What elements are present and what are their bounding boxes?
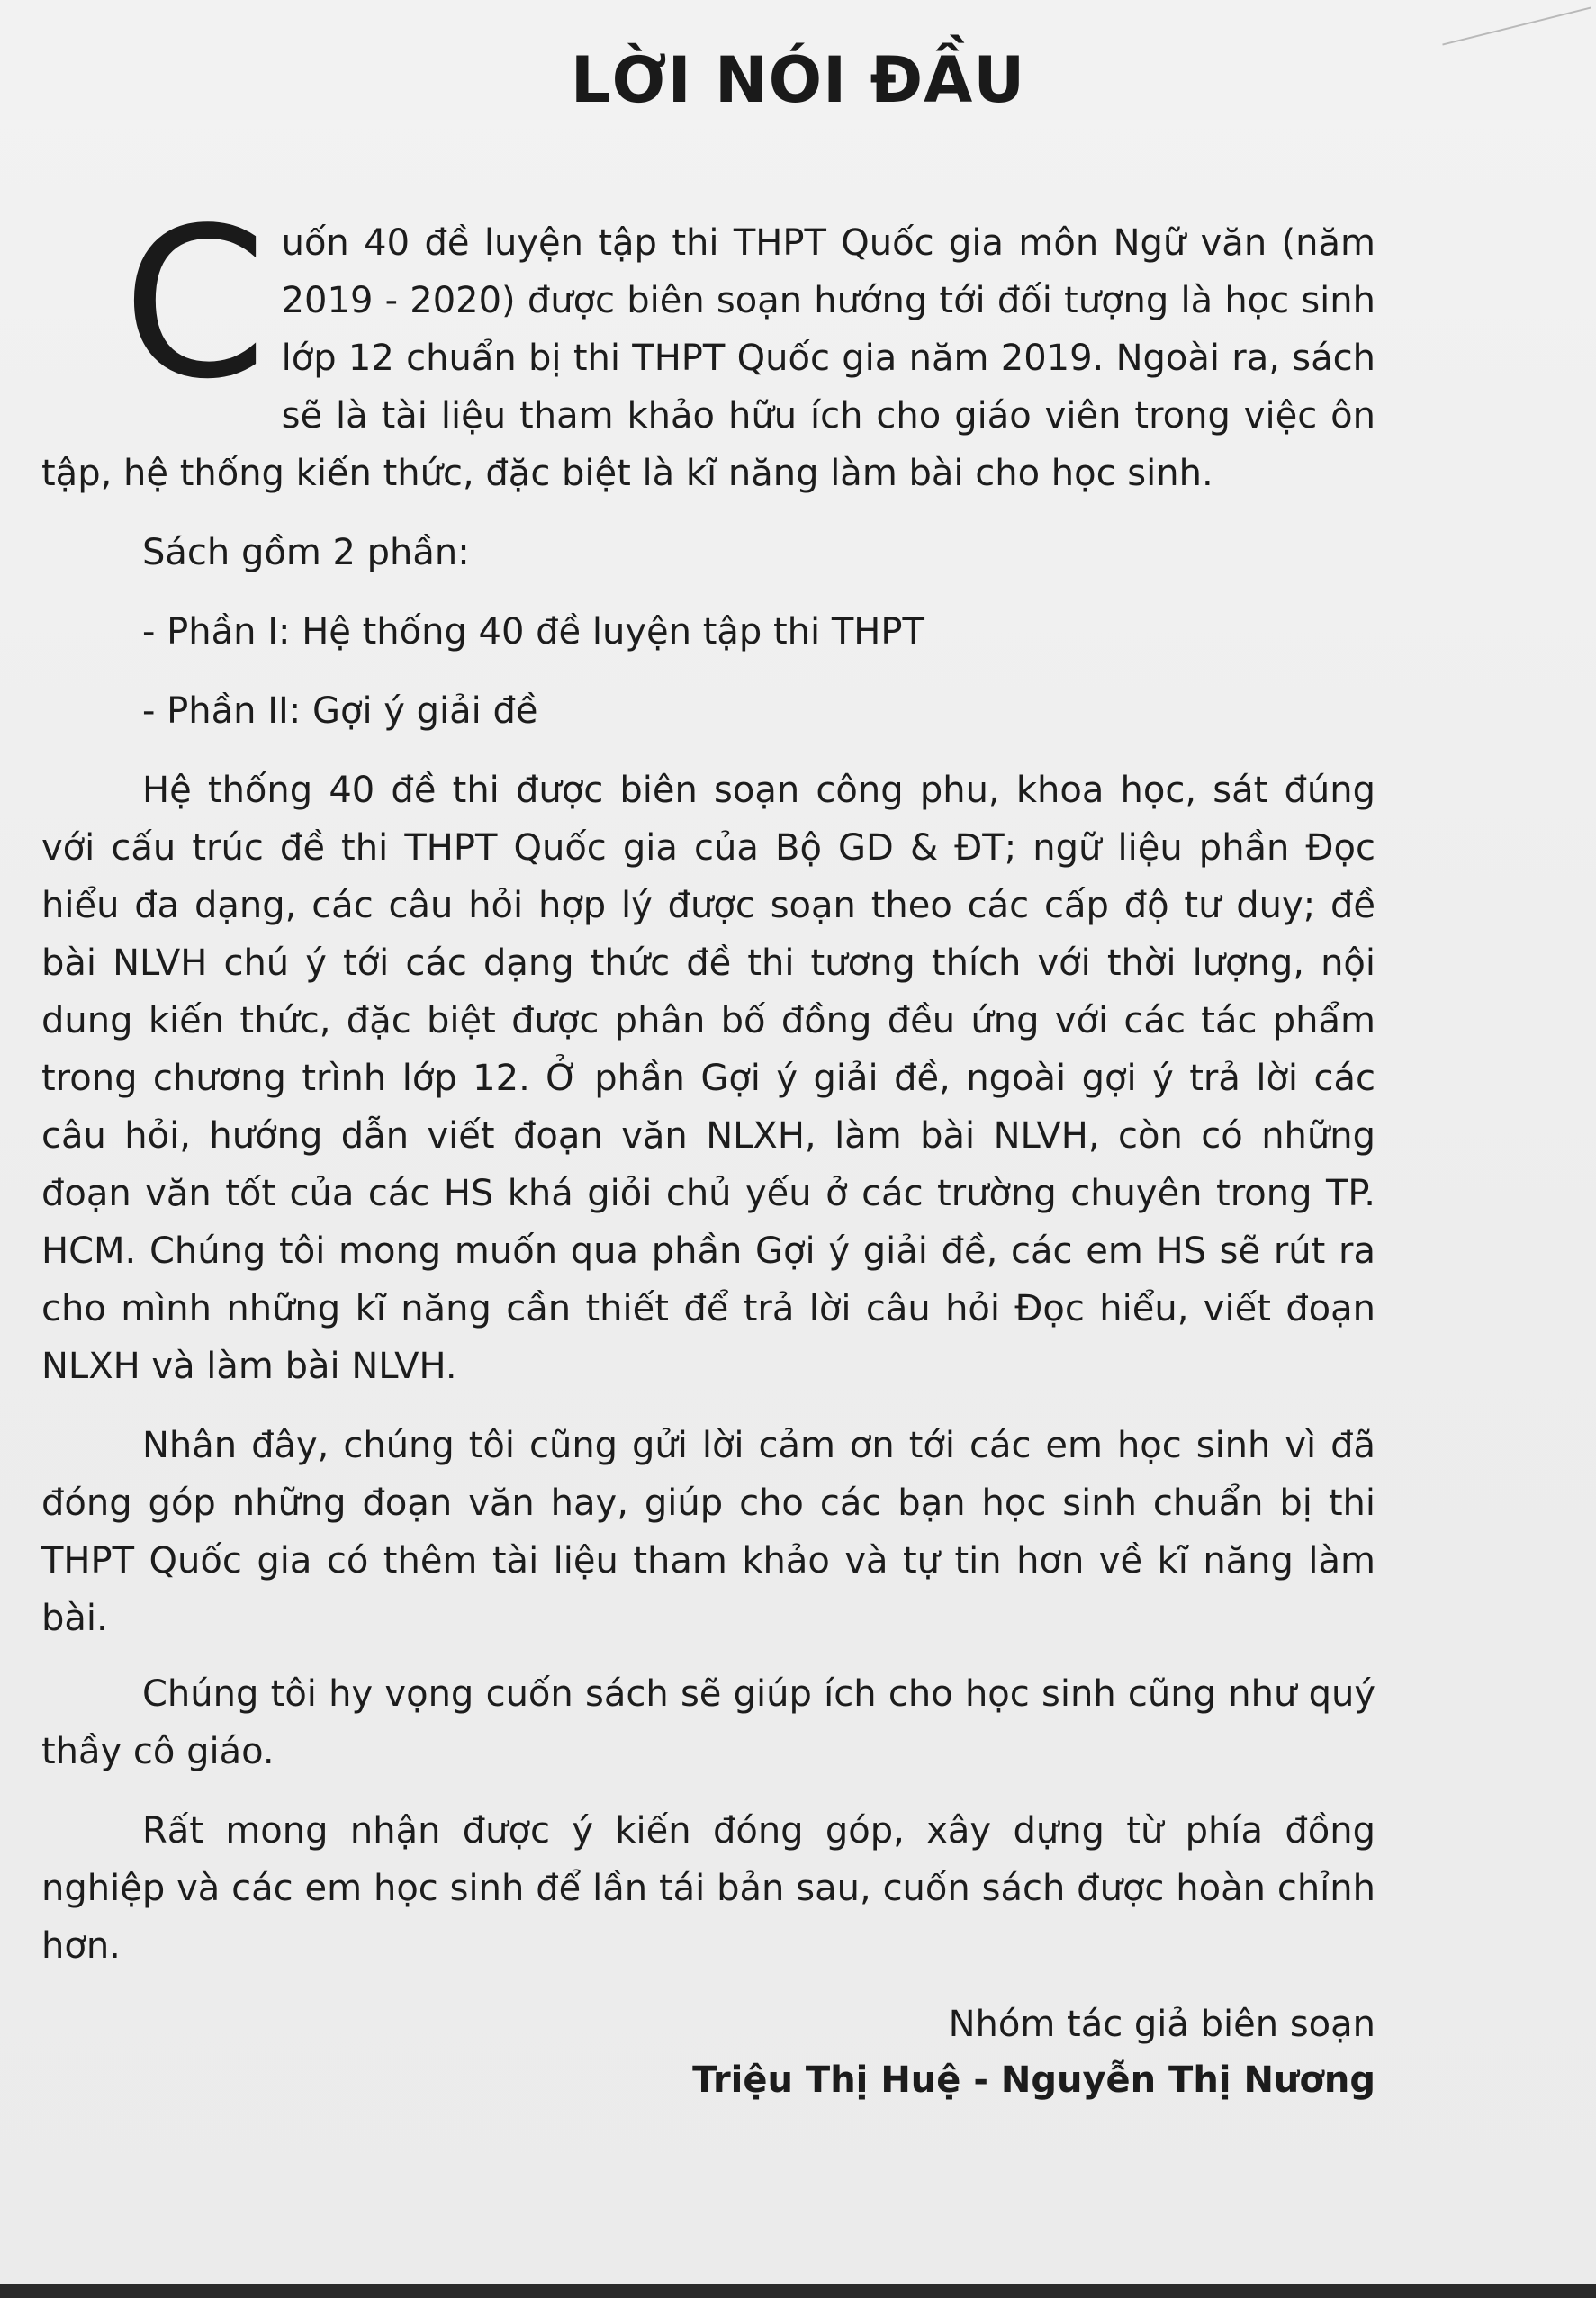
intro-text: uốn 40 đề luyện tập thi THPT Quốc gia môn Ngữ văn (năm 2019 - 2020) được biên soạn hướng tới đối tượng là học sinh lớp 12 chuẩn bị thi THPT Quốc gia năm 2019. Ngoài ra, sách sẽ là tài liệu tham khảo hữu ích cho giáo viên trong việc ôn tập, hệ thống kiến thức, đặc biệt là kĩ năng làm bài cho học sinh. xyxy=(41,222,1375,494)
body-paragraph: Nhân đây, chúng tôi cũng gửi lời cảm ơn tới các em học sinh vì đã đóng góp những đoạn văn hay, giúp cho các bạn học sinh chuẩn bị thi THPT Quốc gia có thêm tài liệu tham khảo và tự tin hơn về kĩ năng làm bài. xyxy=(41,1425,1375,1639)
book-parts-heading: Sách gồm 2 phần: xyxy=(142,532,470,573)
body-paragraph: Rất mong nhận được ý kiến đóng góp, xây dựng từ phía đồng nghiệp và các em học sinh để lần tái bản sau, cuốn sách được hoàn chỉnh hơn. xyxy=(41,1810,1375,1967)
intro-paragraph xyxy=(41,185,1375,502)
signature-block xyxy=(41,1996,1375,2108)
body-paragraph: Chúng tôi hy vọng cuốn sách sẽ giúp ích cho học sinh cũng như quý thầy cô giáo. xyxy=(41,1673,1375,1772)
body-paragraph: Hệ thống 40 đề thi được biên soạn công phu, khoa học, sát đúng với cấu trúc đề thi THPT Quốc gia của Bộ GD & ĐT; ngữ liệu phần Đọc hiểu đa dạng, các câu hỏi hợp lý được soạn theo các cấp độ tư duy; đề bài NLVH chú ý tới các dạng thức đề thi tương thích với thời lượng, nội dung kiến thức, đặc biệt được phân bố đồng đều ứng với các tác phẩm trong chương trình lớp 12. Ở phần Gợi ý giải đề, ngoài gợi ý trả lời các câu hỏi, hướng dẫn viết đoạn văn NLXH, làm bài NLVH, còn có những đoạn văn tốt của các HS khá giỏi chủ yếu ở các trường chuyên trong TP. HCM. Chúng tôi mong muốn qua phần Gợi ý giải đề, các em HS sẽ rút ra cho mình những kĩ năng cần thiết để trả lời câu hỏi Đọc hiểu, viết đoạn NLXH và làm bài NLVH. xyxy=(41,770,1375,1387)
drop-cap: C xyxy=(122,185,267,425)
book-part-item: - Phần I: Hệ thống 40 đề luyện tập thi THPT xyxy=(142,611,924,653)
signature-authors: Triệu Thị Huệ - Nguyễn Thị Nương xyxy=(692,2059,1375,2101)
book-part-item: - Phần II: Gợi ý giải đề xyxy=(142,690,538,732)
signature-group: Nhóm tác giả biên soạn xyxy=(948,2004,1375,2045)
foreword-body xyxy=(41,185,1375,2108)
page-title: LỜI NÓI ĐẦU xyxy=(570,43,1026,117)
scan-bottom-edge xyxy=(0,2284,1596,2298)
page-corner-mark xyxy=(1442,6,1591,45)
